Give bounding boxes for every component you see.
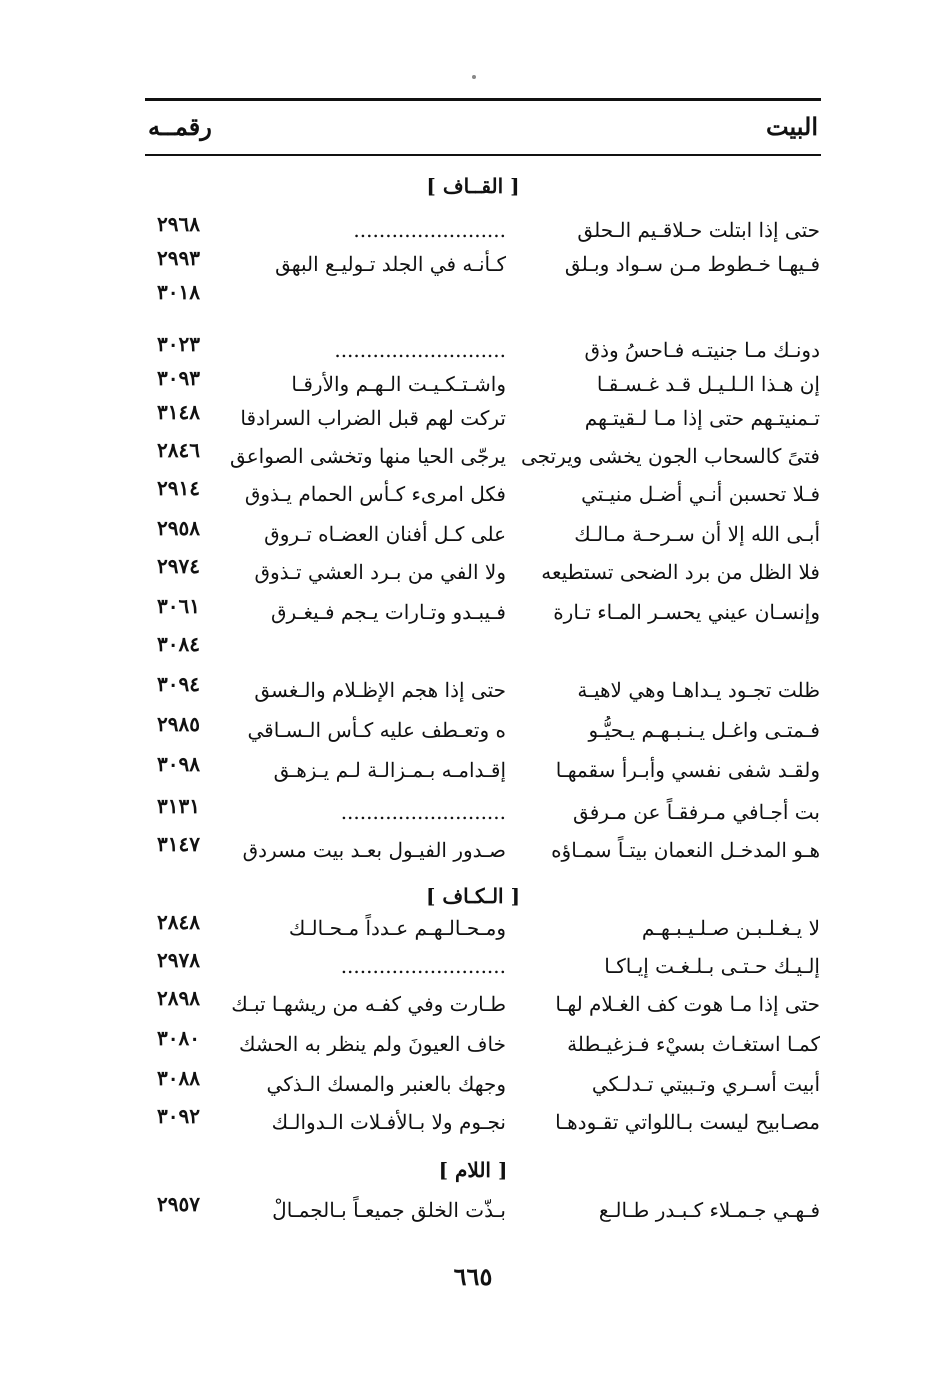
verse-number: ٣٠٢٣ [157,332,200,356]
second-hemistich: .......................... [340,800,506,824]
first-hemistich: وإنسـان عيني يحسـر المـاء تـارة [553,600,820,624]
verse-number: ٣١٤٨ [157,400,200,424]
first-hemistich: أبـى الله إلا أن سـرحـة مـالـك [574,522,820,546]
verse-number: ٣١٣١ [157,794,200,818]
verse-number: ٣٠٨٠ [157,1026,200,1050]
header-rule [145,154,821,156]
page-number: ٦٦٥ [453,1262,493,1291]
verse-number: ٢٩٨٥ [157,712,200,736]
first-hemistich: ولقـد شفى نفسي وأبـرأ سقمهـا [555,758,820,782]
second-hemistich: ولا الفي من بـرد العشي تـذوق [254,560,506,584]
second-hemistich: وجهك بالعنبر والمسك الـذكي [266,1072,506,1096]
second-hemistich: إقـدامـه بـمـزالـة لـم يـزهـق [273,758,506,782]
second-hemistich: يرجّى الحيا منها وتخشى الصواعق [230,444,506,468]
second-hemistich: .......................... [340,954,506,978]
first-hemistich: فـيهـا خـطوط مـن سـواد وبـلق [564,252,820,276]
verse-number: ٣٠١٨ [157,280,200,304]
second-hemistich: ومـحـالـهـم عـدداً مـحـالـك [288,916,506,940]
second-hemistich: ........................ [353,218,506,242]
verse-number: ٣٠٩٨ [157,752,200,776]
first-hemistich: حتى إذا ابتلت حـلاقـيم الـحلق [577,218,820,242]
verse-number: ٢٩٥٨ [157,516,200,540]
stray-mark [472,75,476,79]
first-hemistich: حتى إذا مـا هوت كف الغـلام لهـا [555,992,820,1016]
header-verse-label: البيت [765,112,818,141]
verse-number: ٢٩٥٧ [157,1192,200,1216]
first-hemistich: بت أجـافي مـرفقـاً عن مـرفق [573,800,820,824]
second-hemistich: حتى إذا هجم الإظـلام والـغسق [254,678,506,702]
second-hemistich: ه وتعـطف عليه كـأس الـسـاقي [247,718,506,742]
second-hemistich: نجـوم ولا بـالأفـلات الـدوالـك [271,1110,506,1134]
first-hemistich: إلـيـك حـتـى بـلـغـت إيـاكـا [604,954,820,978]
verse-number: ٢٩٧٨ [157,948,200,972]
first-hemistich: فـمتـى واغـل يـنـبـهـم يـحيُّـو [588,718,820,742]
second-hemistich: كـأنـه في الجلد تـوليـع البهق [275,252,506,276]
section-qaf: [ القــاف ] [426,174,520,198]
section-lam: [ اللام ] [438,1158,508,1182]
second-hemistich: صـدور الفيـول بعـد بيت مسردق [242,838,506,862]
first-hemistich: فـهـي جـمـلاء كـبـدر طـالـع [598,1198,820,1222]
second-hemistich: فـيبـدو وتـارات يـجم فـيغـرق [271,600,506,624]
first-hemistich: إن هـذا الـلـيـل قـد غـسـقـا [596,372,820,396]
verse-number: ٢٨٤٨ [157,910,200,934]
first-hemistich: فلا الظل من برد الضحى تستطيعه [541,560,820,584]
second-hemistich: تركت لهم قبل الضراب السرادقا [240,406,506,430]
first-hemistich: أبيت أسـري وتـبيتي تـدلـكي [591,1072,820,1096]
section-kaf: [ الـكـاف ] [425,884,521,908]
verse-number: ٣٠٩٣ [157,366,200,390]
second-hemistich: بـذّت الخلق جميعـاً بـالجمـالْ [272,1198,506,1222]
verse-number: ٣٠٨٨ [157,1066,200,1090]
verse-number: ٣٠٦١ [157,594,200,618]
verse-number: ٢٩٩٣ [157,246,200,270]
verse-number: ٢٩٦٨ [157,212,200,236]
first-hemistich: مصـابيح ليست بـاللواتي تقـودهـا [555,1110,820,1134]
second-hemistich: طـارت وفي كفـه من ريشهـا تبـك [231,992,506,1016]
verse-number: ٣٠٨٤ [157,632,200,656]
first-hemistich: دونـك مـا جنيتـه فـاحسُ وذق [584,338,820,362]
first-hemistich: فتىً كالسحاب الجون يخشى ويرتجى [520,444,820,468]
first-hemistich: فـلا تحسبن أنـي أضـل منيـتي [581,482,820,506]
second-hemistich: واشـتـكـيـت الـهـم والأرقـا [291,372,506,396]
second-hemistich: فكل امرىء كـأس الحمام يـذوق [244,482,506,506]
first-hemistich: هـو المدخـل النعمان بيتـاً سمـاؤه [551,838,820,862]
verse-number: ٢٨٤٦ [157,438,200,462]
verse-number: ٣٠٩٢ [157,1104,200,1128]
verse-number: ٢٩١٤ [157,476,200,500]
second-hemistich: ........................... [334,338,506,362]
first-hemistich: ظلت تجـود يـداهـا وهي لاهيـة [577,678,820,702]
second-hemistich: على كـل أفنان العضـاه تـروق [264,522,506,546]
first-hemistich: لا يـغـلـبـن صـلـيـبـهـم [641,916,820,940]
verse-number: ٣١٤٧ [157,832,200,856]
header-number-label: رقمــه [148,112,212,141]
first-hemistich: تـمنيتـهم حتى إذا مـا لـقيتـهم [584,406,820,430]
verse-number: ٢٨٩٨ [157,986,200,1010]
second-hemistich: خاف العيونَ ولم ينظر به الحشك [239,1032,506,1056]
verse-number: ٣٠٩٤ [157,672,200,696]
first-hemistich: كمـا استغـاث بسيْء فـزغيـطلة [567,1032,820,1056]
top-rule [145,98,821,101]
verse-number: ٢٩٧٤ [157,554,200,578]
